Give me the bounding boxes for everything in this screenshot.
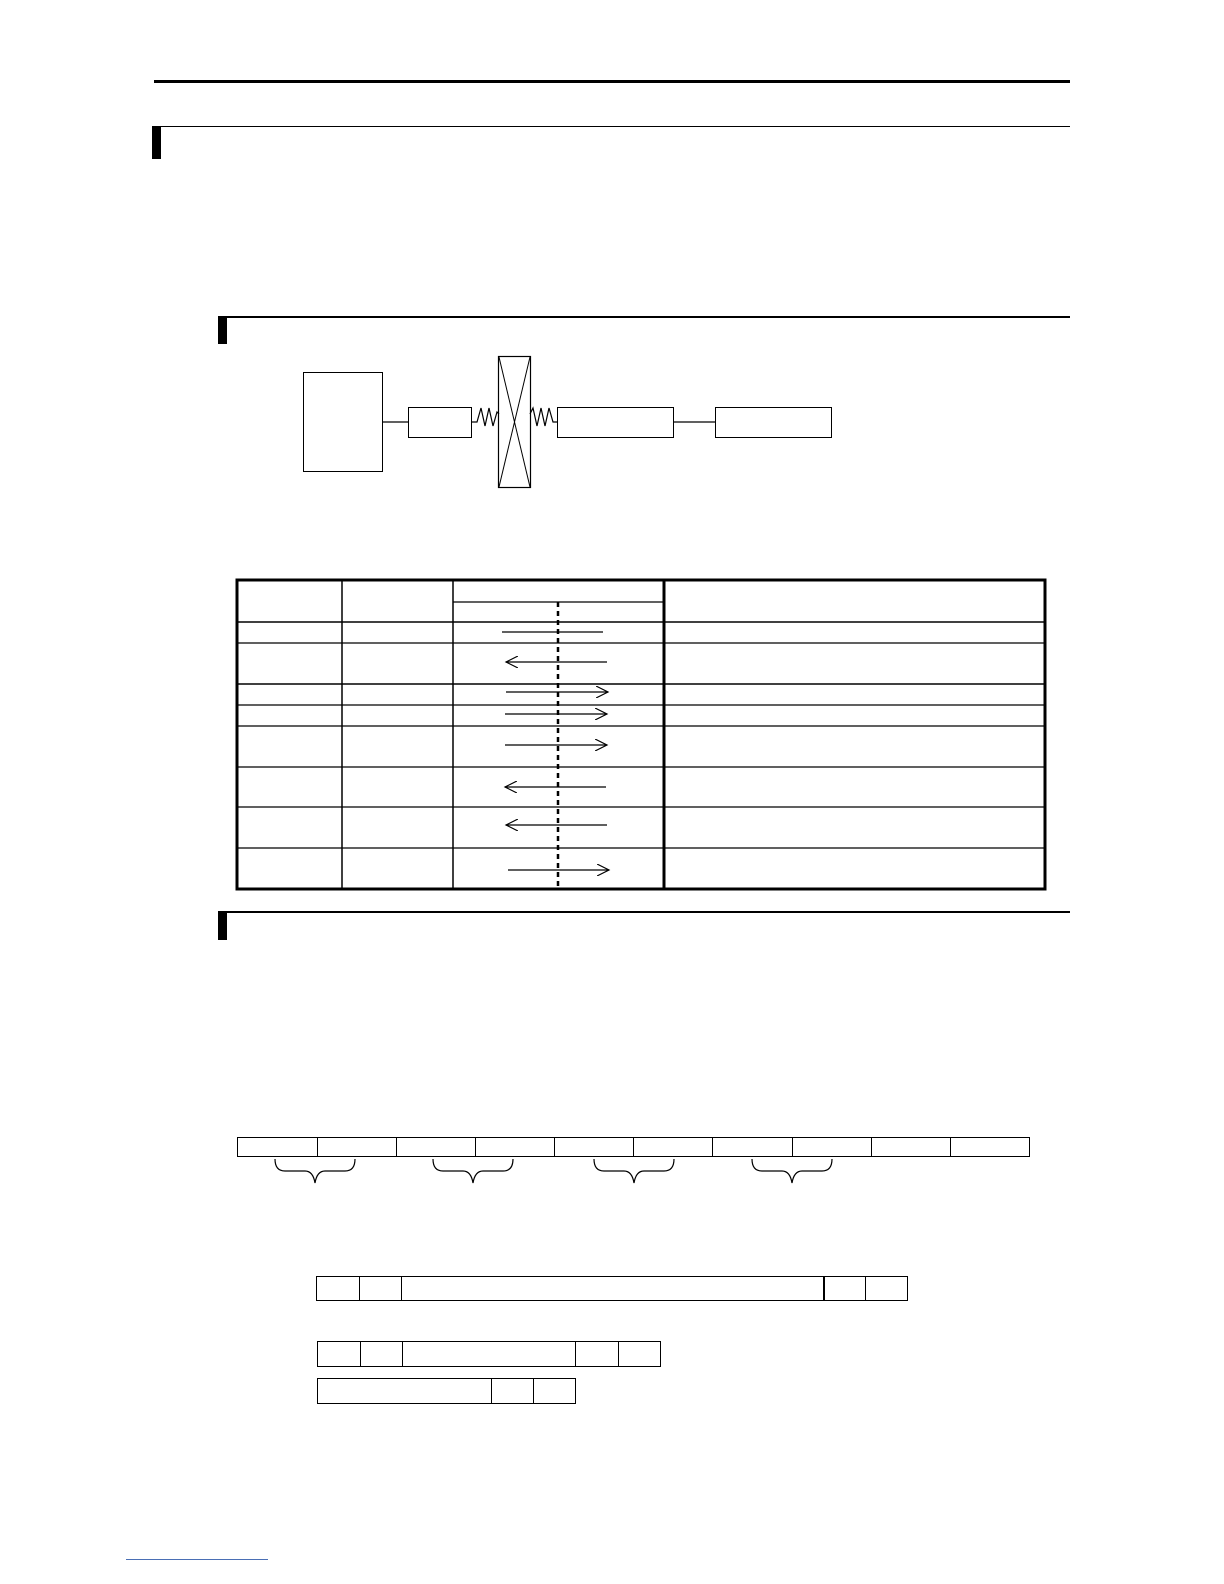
packet-field: [360, 1341, 403, 1367]
packet-data-field: [317, 1378, 492, 1404]
frame-brace-1: [275, 1159, 355, 1183]
frame-brace-2: [433, 1159, 513, 1183]
frame-brace-3: [594, 1159, 674, 1183]
packet-field: [317, 1341, 361, 1367]
packet-field: [618, 1341, 661, 1367]
frame-brace-4: [752, 1159, 832, 1183]
packet-field: [491, 1378, 534, 1404]
packet-field: [575, 1341, 619, 1367]
footer-link-rule[interactable]: [126, 1559, 268, 1560]
packet-field: [359, 1276, 402, 1301]
packet-field: [823, 1276, 866, 1301]
packet-field: [865, 1276, 908, 1301]
packet-data-field: [401, 1276, 824, 1301]
packet-field: [533, 1378, 576, 1404]
packet-field: [316, 1276, 360, 1301]
packet-data-field: [402, 1341, 576, 1367]
